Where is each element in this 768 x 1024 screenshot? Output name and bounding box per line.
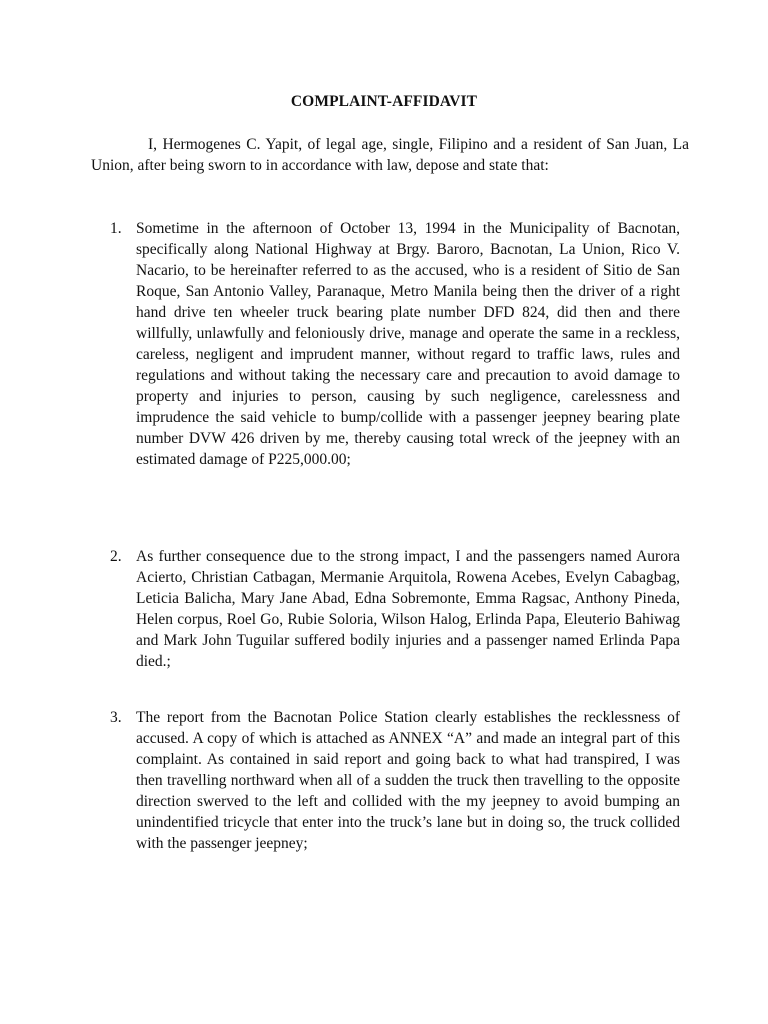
intro-paragraph: I, Hermogenes C. Yapit, of legal age, single, Filipino and a resident of San Juan, La Union, after being sworn to in accordance with law, depose and state that: [91, 136, 689, 174]
numbered-paragraph [110, 218, 680, 470]
paragraph-text: Sometime in the afternoon of October 13, 1994 in the Municipality of Bacnotan, specifically along National Highway at Brgy. Baroro, Bacnotan, La Union, Rico V. Nacario, to be hereinafter referred to as the accused, who is a resident of Sitio de San Roque, San Antonio Valley, Paranaque, Metro Manila being then the driver of a right hand drive ten wheeler truck bearing plate number DFD 824, did then and there willfully, unlawfully and feloniously drive, manage and operate the same in a reckless, careless, negligent and imprudent manner, without regard to traffic laws, rules and regulations and without taking the necessary care and precaution to avoid damage to property and injuries to person, causing by such negligence, carelessness and imprudence the said vehicle to bump/collide with a passenger jeepney bearing plate number DVW 426 driven by me, thereby causing total wreck of the jeepney with an estimated damage of P225,000.00; [136, 220, 680, 468]
numbered-paragraph [110, 707, 680, 854]
paragraph-number: 3. [110, 709, 122, 726]
numbered-paragraph [110, 546, 680, 672]
paragraph-text: The report from the Bacnotan Police Station clearly establishes the recklessness of accused. A copy of which is attached as ANNEX “A” and made an integral part of this complaint. As contained in said report and going back to what had transpired, I was then travelling northward when all of a sudden the truck then travelling to the opposite direction swerved to the left and collided with the my jeepney to avoid bumping an unindentified tricycle that enter into the truck’s lane but in doing so, the truck collided with the passenger jeepney; [136, 709, 680, 852]
paragraph-number: 2. [110, 548, 122, 565]
paragraph-number: 1. [110, 220, 122, 237]
document-title: COMPLAINT-AFFIDAVIT [290, 93, 478, 110]
paragraph-text: As further consequence due to the strong impact, I and the passengers named Aurora Acierto, Christian Catbagan, Mermanie Arquitola, Rowena Acebes, Evelyn Cabagbag, Leticia Balicha, Mary Jane Abad, Edna Sobremonte, Emma Ragsac, Anthony Pineda, Helen corpus, Roel Go, Rubie Soloria, Wilson Halog, Erlinda Papa, Eleuterio Bahiwag and Mark John Tuguilar suffered bodily injuries and a passenger named Erlinda Papa died.; [136, 548, 680, 670]
